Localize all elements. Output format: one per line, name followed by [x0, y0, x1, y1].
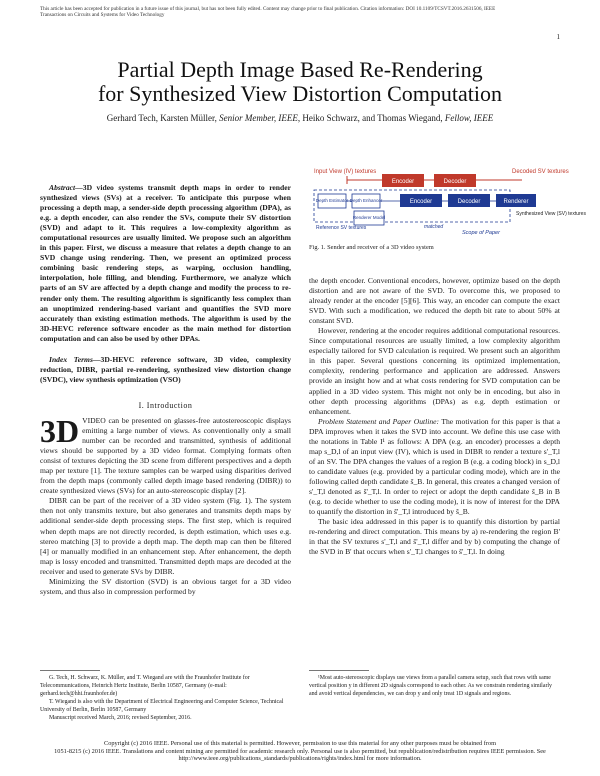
texture-decoder-label: Decoder [443, 179, 467, 185]
renderer-label: Renderer [503, 199, 529, 205]
abstract-lead: Abstract [49, 183, 76, 192]
index-terms-lead: Index Terms [49, 355, 93, 364]
display-footnote [309, 670, 560, 698]
footnote-affiliation-1: G. Tech, H. Schwarz, K. Müller, and T. Wiegand are with the Fraunhofer Institute for Telecommunications, Heinrich Hertz Institute, Berlin 10587, Germany (e-mail: gerhard.tech@hhi.fraunhofer.de) [40, 675, 250, 697]
journal-notice [40, 6, 560, 19]
author-list [40, 113, 560, 124]
copyright-line-1: Copyright (c) 2016 IEEE. Personal use of this material is permitted. However, permission to use this material for any other purposes must be obtained from [104, 740, 496, 747]
problem-statement-lead: Problem Statement and Paper Outline: [318, 416, 440, 426]
depth-enhancer-label: Depth Enhancer [349, 198, 383, 203]
texture-encoder-label: Encoder [391, 179, 415, 185]
notice-line-2: Transactions on Circuits and Systems for Video Technology [40, 12, 165, 19]
authors-part-2: , Heiko Schwarz, and Thomas Wiegand, [297, 113, 445, 123]
depth-estimator-label: Depth Estimator [315, 198, 349, 203]
right-paragraph-2: However, rendering at the encoder requires additional computational resources. Since computational resources are usually limited, a low complexity algorithm especially tailored for SVD calculation is required. We present such an algorithm in this paper. Several questions concerning its optimized implementation, complexity, rendering performance and application are addressed. Answers provide an insight how and at what costs rendering for SVD computation can be applied in a 3D video system. This might not only be in encoding, but also in other depth processing algorithms (DPAs) as e.g. depth estimation or enhancement. [309, 326, 560, 416]
intro-paragraph-3: Minimizing the SV distortion (SVD) is an obvious target for a 3D video system, and thus also in compression performed by [40, 576, 291, 596]
footnote-received: Manuscript received March, 2016; revised September, 2016. [49, 715, 192, 721]
figure-1-diagram [312, 166, 586, 236]
title-line-1: Partial Depth Image Based Re-Rendering [117, 57, 483, 82]
copyright-line-3: http://www.ieee.org/publications_standards/publications/rights/index.html for more information. [178, 755, 422, 763]
section-heading: I. Introduction [138, 401, 193, 410]
copyright-line-2: 1051-8215 (c) 2016 IEEE. Translations and content mining are permitted for academic research only. Personal use is also permitted, but republication/redistribution requires IEEE permission. See [54, 747, 546, 755]
title-line-2: for Synthesized View Distortion Computation [97, 81, 502, 106]
figure-1-caption: Fig. 1. Sender and receiver of a 3D video system [309, 244, 434, 251]
page-number: 1 [556, 33, 560, 41]
scope-of-paper-label: Scope of Paper [462, 230, 500, 236]
reference-sv-label: Reference SV textures [316, 225, 367, 231]
decoded-sv-label: Decoded SV textures [512, 169, 569, 175]
copyright-notice [40, 740, 560, 763]
right-paragraph-4: The basic idea addressed in this paper is to quantify this distortion by partial re-rendering and direct computation. This means by a) re-rendering the region B' in that the SV textures s'_T,l and s̃'_T,l differ and by b) computing the change of the SVD in B' that occurs when s'_T,l changes to s̃'_T,l. In doing [309, 517, 560, 557]
paper-title [40, 58, 560, 106]
footnote-affiliation-2: T. Wiegand is also with the Department of Electrical Engineering and Computer Science, Technical University of Berlin, Berlin 10587, Germany [40, 699, 284, 713]
abstract-text: —3D video systems transmit depth maps in order to render synthesized views (SVs) at a receiver. To anticipate this purpose when processing a depth map, a sender-side depth processing algorithm (DPA), as e.g. a depth encoder, can also render the SVs, compute their SV distortion (SVD) and adapt to it. This requires a low-complexity algorithm as computational resources are usually limited. We propose such an algorithm in this paper. First, we discuss a measure that relates a depth change to an SVD change using rendering. Then, we present an optimized process combining basic rendering steps, as warping, occlusion handling, interpolation, hole filling, and blending. Furthermore, we analyze which parts of an SV are affected by a depth change and modify the process to re-render only them. The resulting algorithm is significantly less complex than an unoptimized rendering-based variant and quantifies the SVD more accurately than existing estimation methods. The algorithm is used by the 3D-HEVC reference software encoder as the main method for distortion computation and can also be used by other DPAs. [40, 183, 291, 343]
abstract [40, 183, 291, 344]
index-terms [40, 355, 291, 385]
index-terms-text: —3D-HEVC reference software, 3D video, complexity reduction, DIBR, partial re-rendering, synthesized view distortion change (SVDC), view synthesis optimization (VSO) [40, 355, 292, 385]
renderer-model-label: Renderer Model [352, 215, 386, 220]
right-column-body [309, 276, 560, 557]
iv-textures-label: Input View (IV) textures [314, 169, 377, 175]
footnote-display-text: ¹Most auto-stereoscopic displays use views from a parallel camera setup, such that rows with same vertical position y in different 2D signals correspond to each other. As we constrain rendering similarly and avoid vertical dependencies, we can drop y and only treat 1D signals and regions. [309, 675, 552, 697]
intro-paragraph-1: VIDEO can be presented on glasses-free autostereoscopic displays emitting a large number of views. As conventionally only a small number can be recorded and transmitted, synthesis of additional views should be supported by a 3D video format. Complying formats often consist of textures depicting the 3D scene from different perspectives and a depth map per texture [1]. The texture samples can be warped using disparities derived from the depth maps (commonly called depth image based rendering (DIBR)) to create synthesized views (SVs) for an auto-stereoscopic display [2]. [40, 416, 291, 496]
notice-line-1: This article has been accepted for publication in a future issue of this journal, but has not been fully edited. Content may change prior to final publication. Citation information: DOI 10.1109/TCSVT.2016.2631506, IEEE [40, 6, 496, 12]
dropcap: 3D [40, 413, 80, 449]
footnote-rule-right [309, 670, 369, 671]
affiliation-footnote [40, 670, 291, 722]
authors-part-1: Gerhard Tech, Karsten Müller, [106, 113, 220, 123]
right-paragraph-1: the depth encoder. Conventional encoders, however, optimize based on the depth distortion and are not aware of the SVD. To overcome this, we proposed to already render at the encoder [5][6]. This way, an encoder can compute the exact SVD. With such a modification, we reduced the depth bit rate to about 50% at constant SVD. [309, 276, 560, 326]
synthesized-view-label: Synthesized View (SV) textures [516, 211, 586, 217]
right-paragraph-3: The motivation for this paper is that a DPA improves when it takes the SVD into account. We define this use case with the notations in Table I¹ as follows: A DPA (e.g. an encoder) processes a depth map s_D,l of an input view (IV), which is used in DIBR to render a texture s'_T,l of an SV. The DPA changes the values of a region B (e.g. a coding block) in s_D,l to candidate values (e.g. provided by a particular coding mode), which are in the following called depth candidate s̃_B. In general, this creates a changed version of s'_T,l denoted as s̃'_T,l. In order to reject or adopt the depth candidate s̃_B in B (e.g. to decide whether to use the coding mode), it is now of interest for the DPA to quantify the distortion in s̃'_T,l introduced by s̃_B. [309, 416, 560, 517]
introduction-body [40, 413, 291, 597]
intro-paragraph-2: DIBR can be part of the receiver of a 3D video system (Fig. 1). The system then not only transmits texture, but also generates and transmits depth maps by additional sender-side depth processing steps. The first step, which is required when depth maps are not directly recorded, is depth estimation, which uses e.g. stereo matching [3] to provide a depth map. The depth map can then be filtered [4] or manually modified in an enhancement step. After enhancement, the depth map is lossy encoded and transmitted. Transmitted depth maps are decoded at the receiver and used to generate SVs by DIBR. [40, 496, 291, 576]
footnote-rule [40, 670, 100, 671]
depth-encoder-label: Encoder [409, 199, 433, 205]
depth-decoder-label: Decoder [457, 199, 481, 205]
matched-label: matched [424, 224, 444, 230]
authors-role-1: Senior Member, IEEE [219, 113, 298, 123]
authors-role-2: Fellow, IEEE [444, 113, 494, 123]
